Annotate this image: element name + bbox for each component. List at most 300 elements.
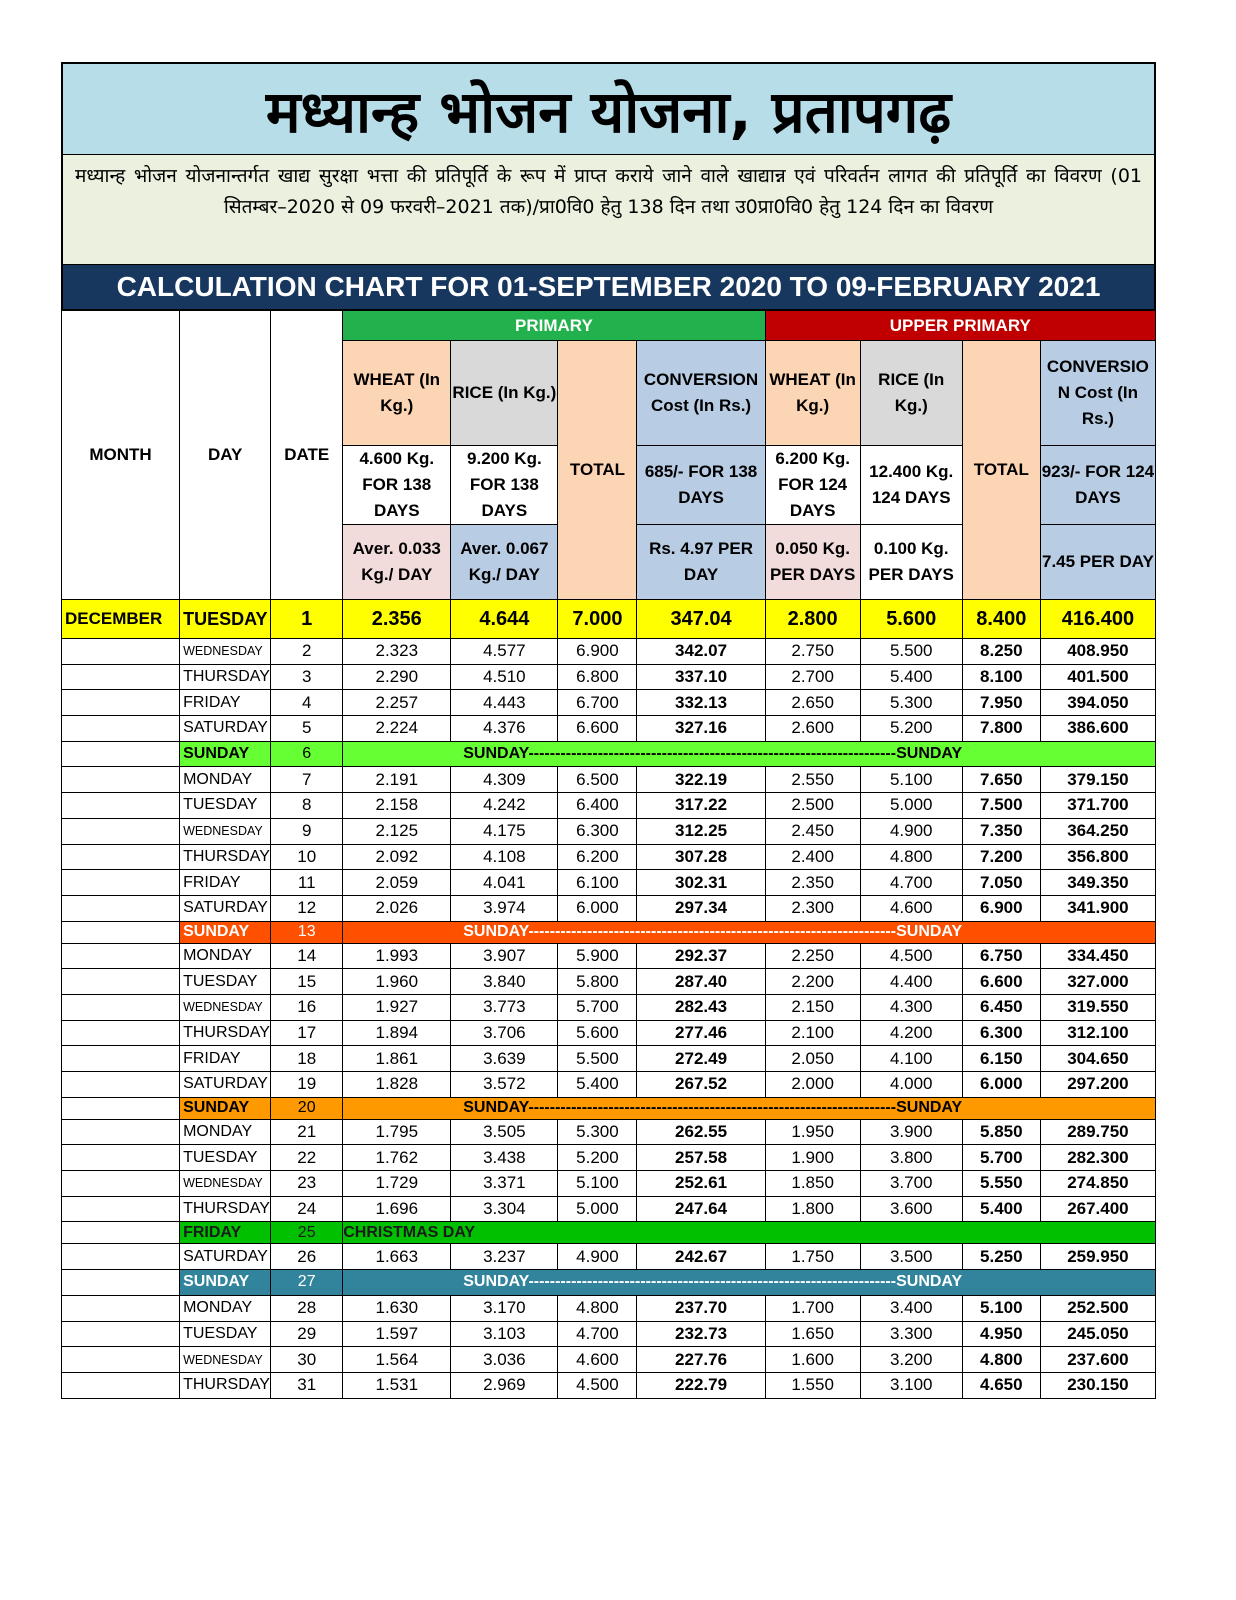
upper-conversion-cell: 230.150 (1040, 1372, 1155, 1398)
primary-rice-cell: 4.443 (451, 690, 558, 716)
table-row (62, 1119, 1156, 1145)
month-cell (62, 1020, 180, 1046)
primary-total-header: TOTAL (558, 341, 637, 600)
upper-total-cell: 6.750 (962, 943, 1040, 969)
upper-conversion-average: 7.45 PER DAY (1040, 525, 1155, 600)
primary-wheat-cell: 2.092 (343, 844, 451, 870)
date-cell: 19 (271, 1072, 343, 1098)
month-cell (62, 1347, 180, 1373)
table-row (62, 600, 1156, 639)
primary-wheat-allocation: 4.600 Kg. FOR 138 DAYS (343, 446, 451, 525)
month-cell (62, 767, 180, 793)
month-cell (62, 793, 180, 819)
primary-total-cell: 4.700 (558, 1321, 637, 1347)
upper-wheat-cell: 2.350 (765, 870, 860, 896)
primary-total-cell: 4.900 (558, 1244, 637, 1270)
primary-rice-cell: 3.505 (451, 1119, 558, 1145)
month-cell (62, 1145, 180, 1171)
month-cell (62, 664, 180, 690)
upper-rice-cell: 4.500 (860, 943, 962, 969)
primary-wheat-header: WHEAT (In Kg.) (343, 341, 451, 446)
upper-conversion-cell: 312.100 (1040, 1020, 1155, 1046)
month-cell (62, 1046, 180, 1072)
month-cell (62, 1222, 180, 1244)
table-row (62, 1020, 1156, 1046)
date-cell: 30 (271, 1347, 343, 1373)
holiday-row (62, 1222, 1156, 1244)
primary-rice-cell: 4.108 (451, 844, 558, 870)
month-cell (62, 870, 180, 896)
date-cell: 5 (271, 716, 343, 742)
day-cell: SUNDAY (180, 741, 271, 767)
primary-header: PRIMARY (343, 311, 765, 341)
table-row (62, 844, 1156, 870)
upper-wheat-cell: 1.900 (765, 1145, 860, 1171)
upper-total-cell: 6.900 (962, 895, 1040, 921)
primary-rice-header: RICE (In Kg.) (451, 341, 558, 446)
col-day-header: DAY (180, 311, 271, 600)
day-cell: MONDAY (180, 767, 271, 793)
upper-wheat-cell: 2.500 (765, 793, 860, 819)
day-cell: THURSDAY (180, 844, 271, 870)
upper-conversion-cell: 252.500 (1040, 1295, 1155, 1321)
primary-rice-cell: 3.974 (451, 895, 558, 921)
chart-banner: CALCULATION CHART FOR 01-SEPTEMBER 2020 TO 09-FEBRUARY 2021 (61, 265, 1156, 310)
upper-total-header: TOTAL (962, 341, 1040, 600)
holiday-band: SUNDAY---------------------------------------------------------------------SUNDAY (343, 921, 1156, 943)
primary-conversion-header: CONVERSION Cost (In Rs.) (637, 341, 765, 446)
upper-wheat-cell: 2.300 (765, 895, 860, 921)
upper-wheat-allocation: 6.200 Kg. FOR 124 DAYS (765, 446, 860, 525)
date-cell: 2 (271, 639, 343, 665)
table-row (62, 1171, 1156, 1197)
primary-wheat-average: Aver. 0.033 Kg./ DAY (343, 525, 451, 600)
month-cell (62, 690, 180, 716)
upper-conversion-cell: 356.800 (1040, 844, 1155, 870)
upper-primary-header: UPPER PRIMARY (765, 311, 1155, 341)
day-cell: SATURDAY (180, 1072, 271, 1098)
primary-total-cell: 4.600 (558, 1347, 637, 1373)
upper-wheat-cell: 1.700 (765, 1295, 860, 1321)
table-row (62, 690, 1156, 716)
month-cell (62, 1072, 180, 1098)
day-cell: FRIDAY (180, 1046, 271, 1072)
primary-conversion-allocation: 685/- FOR 138 DAYS (637, 446, 765, 525)
date-cell: 4 (271, 690, 343, 716)
month-cell (62, 1372, 180, 1398)
primary-conversion-cell: 342.07 (637, 639, 765, 665)
date-cell: 27 (271, 1270, 343, 1296)
day-cell: THURSDAY (180, 1372, 271, 1398)
upper-conversion-cell: 416.400 (1040, 600, 1155, 639)
date-cell: 3 (271, 664, 343, 690)
day-cell: MONDAY (180, 1295, 271, 1321)
upper-wheat-average: 0.050 Kg. PER DAYS (765, 525, 860, 600)
day-cell: FRIDAY (180, 870, 271, 896)
primary-conversion-cell: 222.79 (637, 1372, 765, 1398)
primary-conversion-cell: 277.46 (637, 1020, 765, 1046)
upper-rice-cell: 4.700 (860, 870, 962, 896)
date-cell: 7 (271, 767, 343, 793)
date-cell: 1 (271, 600, 343, 639)
upper-wheat-cell: 2.800 (765, 600, 860, 639)
date-cell: 14 (271, 943, 343, 969)
upper-wheat-cell: 2.150 (765, 994, 860, 1020)
primary-wheat-cell: 1.564 (343, 1347, 451, 1373)
upper-wheat-cell: 1.550 (765, 1372, 860, 1398)
calculation-table (61, 310, 1156, 1399)
upper-total-cell: 7.200 (962, 844, 1040, 870)
primary-wheat-cell: 2.356 (343, 600, 451, 639)
primary-wheat-cell: 1.762 (343, 1145, 451, 1171)
holiday-band: CHRISTMAS DAY (343, 1222, 1156, 1244)
upper-rice-cell: 3.400 (860, 1295, 962, 1321)
primary-wheat-cell: 2.026 (343, 895, 451, 921)
upper-conversion-cell: 408.950 (1040, 639, 1155, 665)
upper-conversion-cell: 289.750 (1040, 1119, 1155, 1145)
primary-wheat-cell: 1.597 (343, 1321, 451, 1347)
month-cell: DECEMBER (62, 600, 180, 639)
day-cell: MONDAY (180, 1119, 271, 1145)
month-cell (62, 895, 180, 921)
primary-rice-cell: 4.376 (451, 716, 558, 742)
table-row (62, 767, 1156, 793)
table-row (62, 716, 1156, 742)
upper-total-cell: 8.400 (962, 600, 1040, 639)
primary-rice-cell: 3.840 (451, 969, 558, 995)
primary-wheat-cell: 1.894 (343, 1020, 451, 1046)
date-cell: 12 (271, 895, 343, 921)
primary-total-cell: 5.700 (558, 994, 637, 1020)
month-cell (62, 921, 180, 943)
primary-total-cell: 6.400 (558, 793, 637, 819)
table-row (62, 1295, 1156, 1321)
holiday-row (62, 741, 1156, 767)
upper-wheat-cell: 2.050 (765, 1046, 860, 1072)
upper-rice-cell: 4.100 (860, 1046, 962, 1072)
upper-conversion-header: CONVERSIO N Cost (In Rs.) (1040, 341, 1155, 446)
day-cell: TUESDAY (180, 969, 271, 995)
primary-rice-allocation: 9.200 Kg. FOR 138 DAYS (451, 446, 558, 525)
primary-conversion-cell: 292.37 (637, 943, 765, 969)
date-cell: 13 (271, 921, 343, 943)
primary-wheat-cell: 1.531 (343, 1372, 451, 1398)
upper-total-cell: 4.950 (962, 1321, 1040, 1347)
upper-conversion-cell: 282.300 (1040, 1145, 1155, 1171)
month-cell (62, 1244, 180, 1270)
day-cell: THURSDAY (180, 1020, 271, 1046)
upper-wheat-cell: 2.450 (765, 818, 860, 844)
holiday-band: SUNDAY---------------------------------------------------------------------SUNDAY (343, 741, 1156, 767)
date-cell: 23 (271, 1171, 343, 1197)
upper-conversion-cell: 319.550 (1040, 994, 1155, 1020)
upper-conversion-cell: 401.500 (1040, 664, 1155, 690)
primary-conversion-cell: 297.34 (637, 895, 765, 921)
month-cell (62, 716, 180, 742)
upper-rice-cell: 4.800 (860, 844, 962, 870)
upper-total-cell: 7.350 (962, 818, 1040, 844)
primary-wheat-cell: 2.191 (343, 767, 451, 793)
primary-wheat-cell: 1.960 (343, 969, 451, 995)
upper-conversion-cell: 297.200 (1040, 1072, 1155, 1098)
upper-wheat-cell: 2.250 (765, 943, 860, 969)
table-row (62, 1046, 1156, 1072)
day-cell: WEDNESDAY (180, 994, 271, 1020)
upper-wheat-cell: 2.600 (765, 716, 860, 742)
upper-rice-cell: 5.500 (860, 639, 962, 665)
primary-conversion-cell: 327.16 (637, 716, 765, 742)
month-cell (62, 969, 180, 995)
month-cell (62, 1270, 180, 1296)
upper-wheat-header: WHEAT (In Kg.) (765, 341, 860, 446)
primary-total-cell: 6.200 (558, 844, 637, 870)
primary-rice-cell: 4.644 (451, 600, 558, 639)
upper-wheat-cell: 1.850 (765, 1171, 860, 1197)
primary-conversion-cell: 347.04 (637, 600, 765, 639)
holiday-row (62, 1270, 1156, 1296)
primary-wheat-cell: 2.158 (343, 793, 451, 819)
primary-conversion-cell: 282.43 (637, 994, 765, 1020)
date-cell: 22 (271, 1145, 343, 1171)
table-row (62, 1244, 1156, 1270)
upper-total-cell: 7.800 (962, 716, 1040, 742)
month-cell (62, 1171, 180, 1197)
upper-wheat-cell: 2.550 (765, 767, 860, 793)
table-row (62, 793, 1156, 819)
upper-total-cell: 5.100 (962, 1295, 1040, 1321)
primary-wheat-cell: 2.125 (343, 818, 451, 844)
primary-conversion-cell: 307.28 (637, 844, 765, 870)
primary-total-cell: 5.500 (558, 1046, 637, 1072)
date-cell: 9 (271, 818, 343, 844)
upper-wheat-cell: 1.800 (765, 1196, 860, 1222)
upper-total-cell: 6.150 (962, 1046, 1040, 1072)
primary-total-cell: 6.800 (558, 664, 637, 690)
holiday-row (62, 921, 1156, 943)
date-cell: 18 (271, 1046, 343, 1072)
upper-wheat-cell: 2.750 (765, 639, 860, 665)
month-cell (62, 1196, 180, 1222)
primary-conversion-cell: 267.52 (637, 1072, 765, 1098)
month-cell (62, 844, 180, 870)
primary-total-cell: 5.100 (558, 1171, 637, 1197)
table-row (62, 994, 1156, 1020)
primary-conversion-cell: 272.49 (637, 1046, 765, 1072)
month-cell (62, 1321, 180, 1347)
upper-rice-cell: 5.400 (860, 664, 962, 690)
date-cell: 11 (271, 870, 343, 896)
day-cell: TUESDAY (180, 793, 271, 819)
primary-rice-cell: 3.639 (451, 1046, 558, 1072)
primary-wheat-cell: 1.927 (343, 994, 451, 1020)
upper-rice-cell: 5.200 (860, 716, 962, 742)
day-cell: FRIDAY (180, 690, 271, 716)
primary-total-cell: 5.300 (558, 1119, 637, 1145)
primary-total-cell: 5.900 (558, 943, 637, 969)
primary-total-cell: 5.600 (558, 1020, 637, 1046)
upper-rice-cell: 4.600 (860, 895, 962, 921)
upper-total-cell: 6.300 (962, 1020, 1040, 1046)
upper-conversion-cell: 304.650 (1040, 1046, 1155, 1072)
upper-rice-cell: 4.900 (860, 818, 962, 844)
month-cell (62, 1295, 180, 1321)
primary-rice-cell: 3.773 (451, 994, 558, 1020)
primary-conversion-cell: 332.13 (637, 690, 765, 716)
primary-rice-cell: 3.237 (451, 1244, 558, 1270)
upper-total-cell: 5.700 (962, 1145, 1040, 1171)
upper-total-cell: 6.450 (962, 994, 1040, 1020)
upper-total-cell: 6.000 (962, 1072, 1040, 1098)
upper-conversion-cell: 327.000 (1040, 969, 1155, 995)
upper-rice-cell: 3.700 (860, 1171, 962, 1197)
month-cell (62, 1119, 180, 1145)
primary-wheat-cell: 2.059 (343, 870, 451, 896)
primary-wheat-cell: 1.795 (343, 1119, 451, 1145)
upper-conversion-cell: 274.850 (1040, 1171, 1155, 1197)
upper-rice-average: 0.100 Kg. PER DAYS (860, 525, 962, 600)
primary-total-cell: 6.600 (558, 716, 637, 742)
upper-rice-allocation: 12.400 Kg. 124 DAYS (860, 446, 962, 525)
primary-conversion-cell: 317.22 (637, 793, 765, 819)
primary-rice-cell: 3.036 (451, 1347, 558, 1373)
date-cell: 21 (271, 1119, 343, 1145)
upper-rice-cell: 4.400 (860, 969, 962, 995)
month-cell (62, 1097, 180, 1119)
primary-wheat-cell: 2.323 (343, 639, 451, 665)
upper-conversion-cell: 379.150 (1040, 767, 1155, 793)
upper-rice-cell: 4.000 (860, 1072, 962, 1098)
upper-rice-cell: 3.300 (860, 1321, 962, 1347)
table-row (62, 969, 1156, 995)
primary-total-cell: 6.500 (558, 767, 637, 793)
upper-rice-header: RICE (In Kg.) (860, 341, 962, 446)
primary-wheat-cell: 2.257 (343, 690, 451, 716)
holiday-band: SUNDAY---------------------------------------------------------------------SUNDAY (343, 1097, 1156, 1119)
primary-conversion-cell: 337.10 (637, 664, 765, 690)
primary-rice-cell: 3.170 (451, 1295, 558, 1321)
table-row (62, 818, 1156, 844)
upper-rice-cell: 5.600 (860, 600, 962, 639)
primary-wheat-cell: 1.993 (343, 943, 451, 969)
date-cell: 24 (271, 1196, 343, 1222)
upper-rice-cell: 5.100 (860, 767, 962, 793)
day-cell: WEDNESDAY (180, 1347, 271, 1373)
primary-conversion-cell: 322.19 (637, 767, 765, 793)
upper-conversion-cell: 341.900 (1040, 895, 1155, 921)
holiday-row (62, 1097, 1156, 1119)
primary-conversion-cell: 287.40 (637, 969, 765, 995)
primary-wheat-cell: 1.663 (343, 1244, 451, 1270)
upper-total-cell: 5.850 (962, 1119, 1040, 1145)
upper-total-cell: 8.250 (962, 639, 1040, 665)
primary-rice-cell: 4.510 (451, 664, 558, 690)
primary-conversion-cell: 302.31 (637, 870, 765, 896)
primary-total-cell: 4.800 (558, 1295, 637, 1321)
primary-wheat-cell: 1.729 (343, 1171, 451, 1197)
upper-total-cell: 7.050 (962, 870, 1040, 896)
table-row (62, 870, 1156, 896)
upper-wheat-cell: 1.950 (765, 1119, 860, 1145)
upper-rice-cell: 4.200 (860, 1020, 962, 1046)
date-cell: 20 (271, 1097, 343, 1119)
upper-rice-cell: 3.200 (860, 1347, 962, 1373)
primary-total-cell: 4.500 (558, 1372, 637, 1398)
upper-conversion-cell: 267.400 (1040, 1196, 1155, 1222)
primary-total-cell: 6.900 (558, 639, 637, 665)
primary-total-cell: 5.200 (558, 1145, 637, 1171)
upper-wheat-cell: 2.200 (765, 969, 860, 995)
upper-total-cell: 5.250 (962, 1244, 1040, 1270)
primary-rice-cell: 4.309 (451, 767, 558, 793)
month-cell (62, 943, 180, 969)
primary-rice-cell: 3.103 (451, 1321, 558, 1347)
primary-conversion-average: Rs. 4.97 PER DAY (637, 525, 765, 600)
primary-rice-cell: 2.969 (451, 1372, 558, 1398)
day-cell: WEDNESDAY (180, 818, 271, 844)
upper-wheat-cell: 2.000 (765, 1072, 860, 1098)
month-cell (62, 818, 180, 844)
month-cell (62, 994, 180, 1020)
table-row (62, 1372, 1156, 1398)
primary-conversion-cell: 232.73 (637, 1321, 765, 1347)
primary-total-cell: 7.000 (558, 600, 637, 639)
primary-wheat-cell: 1.861 (343, 1046, 451, 1072)
date-cell: 15 (271, 969, 343, 995)
upper-total-cell: 7.500 (962, 793, 1040, 819)
upper-wheat-cell: 2.100 (765, 1020, 860, 1046)
day-cell: SUNDAY (180, 1270, 271, 1296)
day-cell: FRIDAY (180, 1222, 271, 1244)
day-cell: SATURDAY (180, 895, 271, 921)
primary-total-cell: 6.100 (558, 870, 637, 896)
upper-rice-cell: 3.600 (860, 1196, 962, 1222)
upper-wheat-cell: 2.400 (765, 844, 860, 870)
upper-total-cell: 7.650 (962, 767, 1040, 793)
upper-total-cell: 7.950 (962, 690, 1040, 716)
upper-rice-cell: 3.800 (860, 1145, 962, 1171)
upper-rice-cell: 3.900 (860, 1119, 962, 1145)
date-cell: 25 (271, 1222, 343, 1244)
upper-rice-cell: 3.100 (860, 1372, 962, 1398)
date-cell: 6 (271, 741, 343, 767)
upper-rice-cell: 5.300 (860, 690, 962, 716)
upper-conversion-cell: 259.950 (1040, 1244, 1155, 1270)
table-row (62, 1196, 1156, 1222)
upper-conversion-cell: 386.600 (1040, 716, 1155, 742)
description-text: मध्यान्ह भोजन योजनान्तर्गत खाद्य सुरक्षा भत्ता की प्रतिपूर्ति के रूप में प्राप्त कराये जाने वाले खाद्यान्न एवं परिवर्तन लागत की प्रतिपूर्ति का विवरण (01 सितम्बर–2020 से 09 फरवरी–2021 तक)/प्रा0वि0 हेतु 138 दिन तथा उ0प्रा0वि0 हेतु 124 दिन का विवरण (61, 155, 1156, 265)
primary-wheat-cell: 1.828 (343, 1072, 451, 1098)
primary-rice-cell: 3.438 (451, 1145, 558, 1171)
date-cell: 10 (271, 844, 343, 870)
primary-rice-cell: 3.907 (451, 943, 558, 969)
upper-conversion-cell: 334.450 (1040, 943, 1155, 969)
date-cell: 28 (271, 1295, 343, 1321)
upper-total-cell: 5.550 (962, 1171, 1040, 1197)
table-row (62, 943, 1156, 969)
primary-rice-cell: 4.175 (451, 818, 558, 844)
upper-rice-cell: 5.000 (860, 793, 962, 819)
primary-rice-cell: 4.041 (451, 870, 558, 896)
primary-conversion-cell: 247.64 (637, 1196, 765, 1222)
upper-total-cell: 4.650 (962, 1372, 1040, 1398)
date-cell: 16 (271, 994, 343, 1020)
day-cell: THURSDAY (180, 664, 271, 690)
upper-total-cell: 5.400 (962, 1196, 1040, 1222)
date-cell: 8 (271, 793, 343, 819)
table-row (62, 664, 1156, 690)
upper-conversion-cell: 349.350 (1040, 870, 1155, 896)
day-cell: TUESDAY (180, 1145, 271, 1171)
